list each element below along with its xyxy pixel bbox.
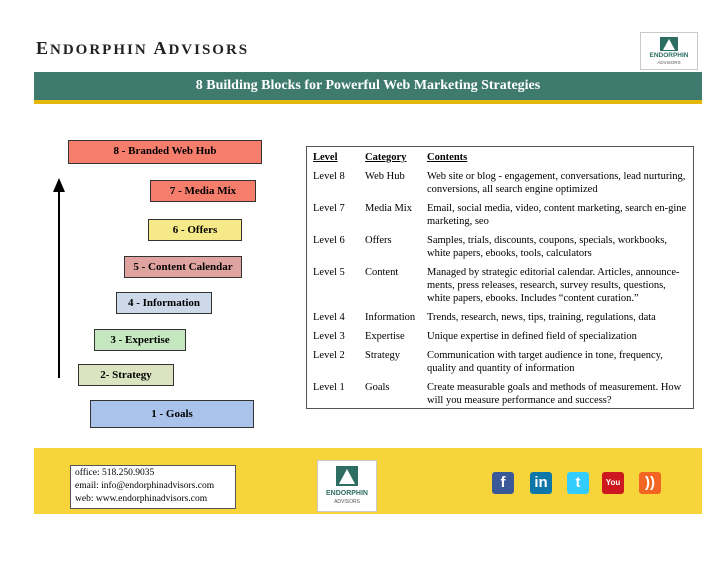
cell-category: Expertise [365, 331, 405, 342]
table-row [307, 199, 693, 231]
table-row [307, 263, 693, 308]
rss-icon[interactable]: )) [639, 472, 661, 494]
cell-level: Level 3 [313, 331, 345, 342]
cell-contents: Communication with target audience in tone, frequency, quality and quantity of information [427, 350, 663, 374]
facebook-icon[interactable]: f [492, 472, 514, 494]
cell-contents: Create measurable goals and methods of measurement. How will you measure performance and success? [427, 382, 682, 406]
cell-contents: Managed by strategic editorial calendar. Articles, announce-ments, press releases, research, survey results, questions, white papers, ebooks. Includes “content curation.” [427, 267, 680, 304]
cell-contents: Web site or blog - engagement, conversations, lead nurturing, conversions, all search engine optimized [427, 171, 686, 195]
logo-mark-icon [336, 466, 358, 486]
cell-level: Level 7 [313, 203, 345, 214]
block-7-media-mix: 7 - Media Mix [150, 180, 256, 202]
block-5-content-calendar: 5 - Content Calendar [124, 256, 242, 278]
arrow-shaft [58, 190, 60, 378]
block-1-goals: 1 - Goals [90, 400, 254, 428]
block-4-information: 4 - Information [116, 292, 212, 314]
cell-category: Content [365, 267, 399, 278]
cell-category: Web Hub [365, 171, 405, 182]
logo-word: ENDORPHIN [325, 490, 368, 497]
cell-level: Level 4 [313, 312, 345, 323]
cell-level: Level 8 [313, 171, 345, 182]
cell-category: Goals [365, 382, 390, 393]
contact-box [70, 465, 236, 509]
cell-contents: Unique expertise in defined field of specialization [427, 331, 637, 342]
contact-web[interactable]: web: www.endorphinadvisors.com [75, 494, 208, 504]
cell-category: Media Mix [365, 203, 412, 214]
cell-contents: Samples, trials, discounts, coupons, specials, workbooks, white papers, ebooks, tools, calculators [427, 235, 668, 259]
table-row [307, 327, 693, 346]
block-2-strategy: 2- Strategy [78, 364, 174, 386]
block-3-expertise: 3 - Expertise [94, 329, 186, 351]
header-contents: Contents [427, 152, 468, 163]
twitter-icon[interactable]: t [567, 472, 589, 494]
logo-sub: ADVISORS [334, 499, 360, 505]
logo-mark-icon [660, 37, 678, 51]
cell-contents: Email, social media, video, content marketing, search en-gine marketing, seo [427, 203, 687, 227]
table-row [307, 346, 693, 378]
cell-contents: Trends, research, news, tips, training, regulations, data [427, 312, 656, 323]
linkedin-icon[interactable]: in [530, 472, 552, 494]
contact-email[interactable]: email: info@endorphinadvisors.com [75, 481, 215, 491]
table-row [307, 308, 693, 327]
cell-level: Level 6 [313, 235, 345, 246]
block-8-branded-web-hub: 8 - Branded Web Hub [68, 140, 262, 164]
page-title: 8 Building Blocks for Powerful Web Marketing Strategies [195, 78, 541, 93]
header-level: Level [313, 152, 338, 163]
table-row [307, 378, 693, 410]
cell-level: Level 5 [313, 267, 345, 278]
table-row [307, 231, 693, 263]
logo-sub: ADVISORS [657, 60, 681, 65]
levels-table [306, 146, 694, 409]
logo-footer [317, 460, 377, 512]
cell-category: Strategy [365, 350, 400, 361]
table-header-row [307, 147, 693, 167]
youtube-icon[interactable]: You [602, 472, 624, 494]
table-row [307, 167, 693, 199]
contact-office: office: 518.250.9035 [75, 468, 155, 478]
cell-category: Offers [365, 235, 392, 246]
logo-top-right [640, 32, 698, 70]
logo-word: ENDORPHIN [649, 52, 689, 59]
header-category: Category [365, 152, 407, 163]
title-banner [34, 72, 702, 104]
cell-level: Level 2 [313, 350, 345, 361]
brand-name: ENDORPHIN ADVISORS [36, 38, 250, 58]
cell-level: Level 1 [313, 382, 345, 393]
block-6-offers: 6 - Offers [148, 219, 242, 241]
cell-category: Information [365, 312, 416, 323]
